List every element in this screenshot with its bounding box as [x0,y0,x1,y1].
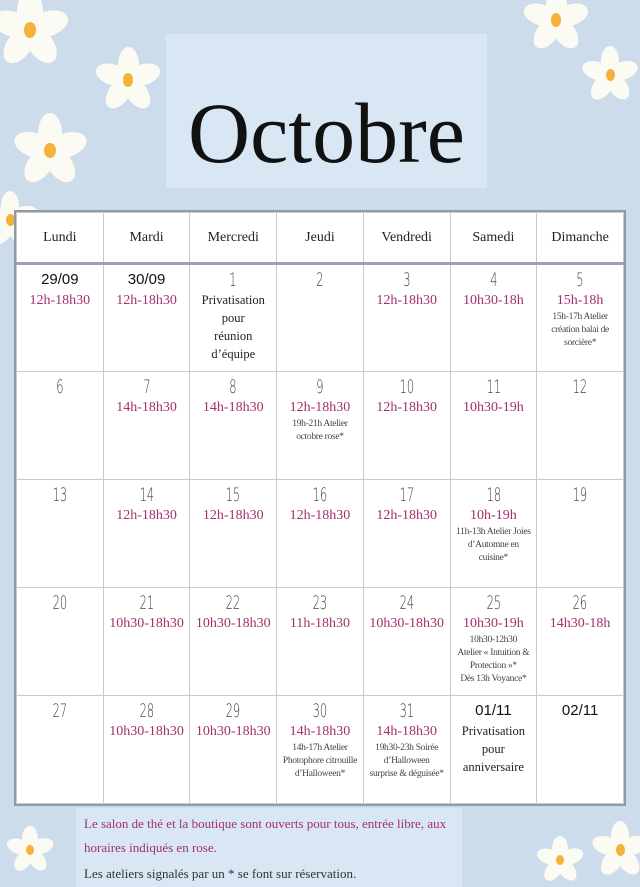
calendar [14,210,626,806]
week-row [17,696,624,804]
day-number: 23 [312,592,328,614]
day-number: 8 [229,376,237,398]
flower-center [606,69,615,81]
day-cell [17,588,104,696]
opening-hours: 12h-18h30 [202,508,264,523]
day-cell [537,372,624,480]
event-note: octobre rose* [296,432,344,442]
opening-hours: 11h-18h30 [289,616,351,631]
opening-hours: 14h-18h30 [376,724,437,739]
day-cell [450,480,537,588]
event-note: 11h-13h Atelier Joies [456,527,531,537]
footer-reservation-info: Les ateliers signalés par un * se font sur réservation. [84,866,357,881]
day-number: 25 [486,592,501,614]
weekday-4: Vendredi [363,213,450,264]
flower-center [616,844,625,856]
day-cell [450,264,537,372]
day-cell [103,588,190,696]
day-number: 16 [312,484,328,506]
day-number: 13 [52,484,68,506]
weekday-5: Samedi [450,213,537,264]
flower-center [44,143,56,158]
event-note: 19h30-23h Soirée [375,743,439,753]
event-note: Photophore citrouille [282,756,358,766]
week-row [17,372,624,480]
opening-hours: 10h30-19h [463,400,524,415]
day-cell [450,696,537,804]
day-cell [363,588,450,696]
day-number: 22 [225,592,241,614]
calendar-table [16,212,624,804]
day-cell [190,696,277,804]
day-number: 2 [316,269,324,291]
day-number: 6 [56,376,64,398]
day-number: 24 [399,592,414,614]
day-cell [277,696,364,804]
day-number: 4 [489,269,497,291]
day-cell [190,588,277,696]
day-number: 5 [576,269,584,291]
opening-hours: 12h-18h30 [116,293,177,308]
day-number: 30/09 [127,271,166,288]
opening-hours: 10h30-18h30 [195,724,271,739]
day-number: 27 [52,700,68,722]
day-cell [190,372,277,480]
day-cell [103,264,190,372]
event-note: surprise & déguisée* [369,769,444,779]
event-note: Atelier « Intuition & [457,648,530,658]
day-number: 21 [139,592,154,614]
weekday-6: Dimanche [537,213,624,264]
day-number: 01/11 [475,702,512,719]
day-number: 12 [572,376,588,398]
opening-hours: 12h-18h30 [376,400,437,415]
opening-hours: 14h-18h30 [116,400,177,415]
event-note: Dès 13h Voyance* [460,674,527,684]
opening-hours: 10h30-18h30 [369,616,444,631]
page-title: Octobre [188,85,465,181]
opening-hours: 10h30-18h30 [195,616,271,631]
opening-hours: 12h-18h30 [289,400,351,415]
event-note: cuisine* [478,553,508,563]
event-note: 15h-17h Atelier [552,312,608,322]
day-cell [17,696,104,804]
event-note: 19h-21h Atelier [292,419,348,429]
day-cell [363,696,450,804]
opening-hours: 10h-19h [470,508,517,523]
day-number: 9 [316,376,324,398]
week-row [17,264,624,372]
privatisation-text: anniversaire [462,760,524,774]
day-cell [537,696,624,804]
day-number: 17 [399,484,414,506]
privatisation-text: réunion [214,329,253,343]
opening-hours: 14h30-18h [549,616,611,631]
day-cell [450,588,537,696]
day-number: 29/09 [41,271,79,288]
day-cell [190,264,277,372]
day-cell [277,264,364,372]
day-cell [103,372,190,480]
opening-hours: 10h30-18h [463,293,524,308]
weekday-header-row [17,213,624,264]
footer-opening-info: Le salon de thé et la boutique sont ouverts pour tous, entrée libre, aux horaires indiqués en rose. [84,816,447,855]
day-cell [277,588,364,696]
day-number: 30 [312,700,328,722]
day-cell [277,372,364,480]
day-number: 02/11 [561,702,599,719]
day-number: 1 [229,269,237,291]
day-cell [363,372,450,480]
day-cell [537,588,624,696]
event-note: 14h-17h Atelier [292,743,348,753]
opening-hours: 14h-18h30 [289,724,351,739]
opening-hours: 12h-18h30 [376,508,437,523]
event-note: 10h30-12h30 [469,635,518,645]
opening-hours: 14h-18h30 [202,400,264,415]
opening-hours: 12h-18h30 [116,508,177,523]
title-box [166,34,487,188]
event-note: création balai de [551,325,609,335]
day-cell [17,264,104,372]
day-number: 7 [142,376,151,398]
event-note: d’Automne en [467,540,519,550]
flower-center [556,855,564,865]
day-number: 15 [225,484,241,506]
day-cell [537,264,624,372]
day-number: 31 [399,700,414,722]
day-cell [277,480,364,588]
day-cell [363,480,450,588]
opening-hours: 12h-18h30 [29,293,91,308]
event-note: d’Halloween* [294,769,346,779]
event-note: Protection »* [469,661,517,671]
day-cell [17,372,104,480]
day-cell [103,696,190,804]
event-note: d’Halloween [383,756,430,766]
day-cell [17,480,104,588]
opening-hours: 12h-18h30 [376,293,437,308]
day-number: 14 [139,484,154,506]
day-number: 29 [225,700,241,722]
day-number: 10 [399,376,414,398]
day-number: 18 [486,484,501,506]
day-cell [537,480,624,588]
week-row [17,480,624,588]
weekday-0: Lundi [17,213,104,264]
privatisation-text: pour [481,742,505,756]
day-number: 20 [52,592,68,614]
opening-hours: 10h30-18h30 [109,616,184,631]
day-cell [450,372,537,480]
privatisation-text: Privatisation [461,724,525,738]
day-cell [363,264,450,372]
weekday-1: Mardi [103,213,190,264]
privatisation-text: Privatisation [201,293,265,307]
opening-hours: 10h30-18h30 [109,724,184,739]
week-row [17,588,624,696]
day-cell [103,480,190,588]
weekday-3: Jeudi [277,213,364,264]
opening-hours: 12h-18h30 [289,508,351,523]
footer-note [76,808,462,887]
day-cell [190,480,277,588]
privatisation-text: d’équipe [211,347,256,361]
day-number: 11 [486,376,501,398]
privatisation-text: pour [221,311,245,325]
opening-hours: 10h30-19h [463,616,524,631]
day-number: 28 [139,700,154,722]
day-number: 26 [572,592,588,614]
flower-center [26,845,34,855]
day-number: 3 [403,269,411,291]
day-number: 19 [572,484,588,506]
opening-hours: 15h-18h [556,293,604,308]
event-note: sorcière* [564,338,597,348]
weekday-2: Mercredi [190,213,277,264]
